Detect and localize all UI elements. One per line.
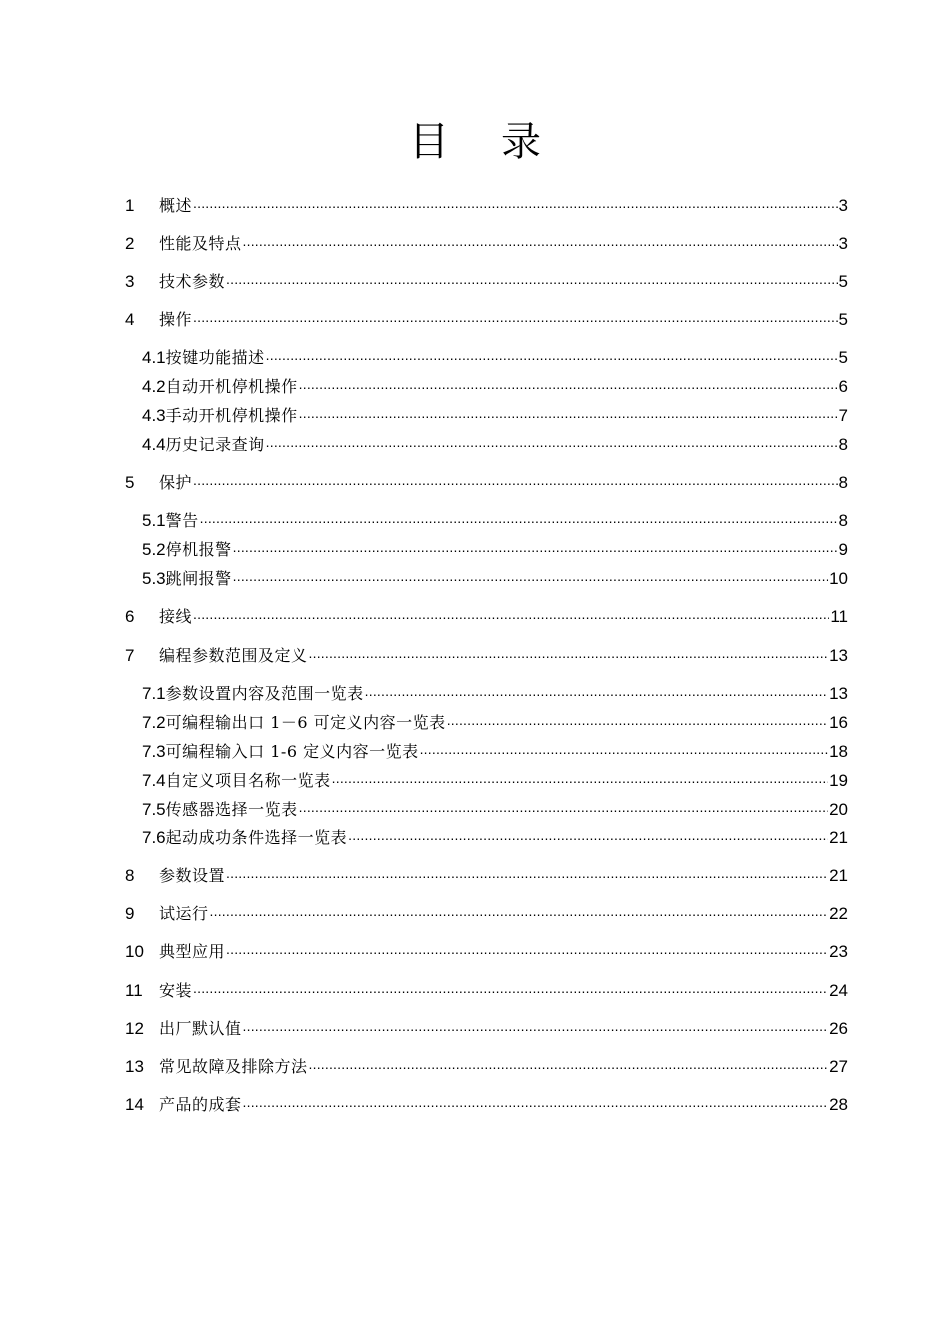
toc-entry-page: 23	[829, 942, 848, 961]
toc-entry-title: 概述	[159, 196, 193, 215]
toc-entry[interactable]	[125, 195, 848, 217]
toc-entry-title: 手动开机停机操作	[165, 406, 298, 425]
toc-entry-title: 跳闸报警	[165, 569, 232, 588]
toc-leader-dots	[332, 767, 828, 789]
toc-leader-dots	[226, 938, 828, 960]
toc-entry-page: 22	[829, 904, 848, 923]
toc-entry-page: 8	[838, 435, 848, 454]
toc-leader-dots	[266, 431, 838, 453]
toc-entry-title: 参数设置	[159, 866, 226, 885]
toc-entry-title: 参数设置内容及范围一览表	[165, 684, 364, 703]
toc-entry-number: 7.5	[142, 800, 166, 819]
toc-leader-dots	[309, 642, 829, 664]
toc-entry-page: 8	[838, 511, 848, 530]
toc-entry-title: 历史记录查询	[165, 435, 265, 454]
toc-entry[interactable]	[125, 1056, 848, 1078]
toc-entry-page: 21	[829, 866, 848, 885]
toc-subentry[interactable]	[142, 741, 848, 763]
toc-subentry[interactable]	[142, 770, 848, 792]
toc-entry-number: 10	[125, 942, 144, 961]
toc-leader-dots	[420, 738, 828, 760]
toc-entry-title: 自定义项目名称一览表	[165, 771, 331, 790]
toc-entry-number: 13	[125, 1057, 144, 1076]
toc-entry-number: 2	[125, 234, 135, 253]
toc-leader-dots	[299, 796, 828, 818]
toc-entry[interactable]	[125, 606, 848, 628]
toc-entry[interactable]	[125, 233, 848, 255]
toc-entry-number: 4	[125, 310, 135, 329]
toc-entry-page: 13	[829, 684, 848, 703]
toc-subentry[interactable]	[142, 827, 848, 849]
toc-entry-page: 16	[829, 713, 848, 732]
toc-entry-title: 可编程输出口 1－6 可定义内容一览表	[165, 713, 446, 732]
toc-entry-title: 按键功能描述	[165, 348, 265, 367]
toc-leader-dots	[299, 402, 838, 424]
toc-entry[interactable]	[125, 980, 848, 1002]
toc-leader-dots	[365, 680, 828, 702]
toc-entry-title: 保护	[159, 473, 193, 492]
toc-entry-page: 7	[838, 406, 848, 425]
toc-leader-dots	[193, 192, 838, 214]
toc-entry-page: 24	[829, 981, 848, 1000]
toc-entry[interactable]	[125, 1094, 848, 1116]
toc-entry-page: 9	[838, 540, 848, 559]
toc-entry-number: 4.1	[142, 348, 166, 367]
toc-entry-page: 28	[829, 1095, 848, 1114]
toc-leader-dots	[193, 469, 838, 491]
toc-entry-number: 4.2	[142, 377, 166, 396]
toc-entry-number: 7.4	[142, 771, 166, 790]
toc-entry-title: 起动成功条件选择一览表	[165, 828, 348, 847]
toc-entry-title: 停机报警	[165, 540, 232, 559]
toc-entry[interactable]	[125, 865, 848, 887]
toc-entry-number: 5	[125, 473, 135, 492]
toc-subentry[interactable]	[142, 376, 848, 398]
toc-entry-title: 传感器选择一览表	[165, 800, 298, 819]
toc-leader-dots	[210, 900, 829, 922]
toc-entry-title: 可编程输入口 1-6 定义内容一览表	[165, 742, 419, 761]
toc-leader-dots	[226, 268, 838, 290]
toc-title-char-2: 录	[501, 119, 541, 165]
toc-entry-title: 自动开机停机操作	[165, 377, 298, 396]
toc-leader-dots	[348, 824, 828, 846]
toc-entry[interactable]	[125, 271, 848, 293]
toc-entry-number: 5.1	[142, 511, 166, 530]
toc-entry-number: 12	[125, 1019, 144, 1038]
toc-entry-title: 产品的成套	[159, 1095, 242, 1114]
toc-entry[interactable]	[125, 309, 848, 331]
toc-entry-number: 3	[125, 272, 135, 291]
toc-entry-title: 编程参数范围及定义	[159, 646, 308, 665]
toc-entry-page: 3	[838, 196, 848, 215]
toc-subentry[interactable]	[142, 434, 848, 456]
toc-entry-number: 1	[125, 196, 135, 215]
toc-leader-dots	[200, 507, 838, 529]
toc-leader-dots	[233, 565, 828, 587]
toc-entry-title: 技术参数	[159, 272, 226, 291]
toc-entry[interactable]	[125, 645, 848, 667]
toc-subentry[interactable]	[142, 347, 848, 369]
toc-entry-number: 9	[125, 904, 135, 923]
toc-entry-number: 7.2	[142, 713, 166, 732]
toc-entry-number: 7.6	[142, 828, 166, 847]
toc-entry-number: 7	[125, 646, 135, 665]
toc-title	[0, 110, 950, 167]
toc-entry-number: 7.3	[142, 742, 166, 761]
toc-subentry[interactable]	[142, 712, 848, 734]
toc-leader-dots	[243, 230, 838, 252]
toc-entry-number: 5.2	[142, 540, 166, 559]
toc-entry-number: 5.3	[142, 569, 166, 588]
toc-entry-page: 5	[838, 310, 848, 329]
toc-entry-title: 操作	[159, 310, 193, 329]
toc-subentry[interactable]	[142, 799, 848, 821]
toc-leader-dots	[243, 1091, 829, 1113]
toc-leader-dots	[447, 709, 828, 731]
toc-subentry[interactable]	[142, 405, 848, 427]
toc-entry-title: 常见故障及排除方法	[159, 1057, 308, 1076]
toc-entry-page: 27	[829, 1057, 848, 1076]
toc-entry-page: 19	[829, 771, 848, 790]
toc-entry[interactable]	[125, 903, 848, 925]
toc-entry[interactable]	[125, 1018, 848, 1040]
toc-entry-number: 7.1	[142, 684, 166, 703]
toc-leader-dots	[233, 536, 838, 558]
toc-subentry[interactable]	[142, 510, 848, 532]
toc-entry-page: 13	[829, 646, 848, 665]
toc-subentry[interactable]	[142, 539, 848, 561]
toc-entry-title: 接线	[159, 607, 193, 626]
toc-leader-dots	[266, 344, 838, 366]
toc-entry[interactable]	[125, 472, 848, 494]
toc-leader-dots	[193, 306, 838, 328]
toc-entry-number: 6	[125, 607, 135, 626]
toc-entry-title: 警告	[165, 511, 199, 530]
toc-leader-dots	[193, 603, 829, 625]
toc-title-char-1: 目	[409, 119, 449, 165]
toc-leader-dots	[243, 1015, 829, 1037]
toc-entry-page: 26	[829, 1019, 848, 1038]
toc-leader-dots	[226, 862, 828, 884]
toc-entry-title: 试运行	[159, 904, 209, 923]
toc-entry-page: 5	[838, 348, 848, 367]
toc-entry-page: 21	[829, 828, 848, 847]
toc-subentry[interactable]	[142, 568, 848, 590]
toc-entry-number: 11	[125, 981, 143, 1000]
toc-entry[interactable]	[125, 941, 848, 963]
toc-entry-number: 4.3	[142, 406, 166, 425]
toc-entry-number: 14	[125, 1095, 144, 1114]
toc-entry-number: 4.4	[142, 435, 166, 454]
toc-entry-page: 6	[838, 377, 848, 396]
toc-entry-page: 20	[829, 800, 848, 819]
toc-entry-page: 18	[829, 742, 848, 761]
toc-entry-page: 10	[829, 569, 848, 588]
toc-entry-title: 安装	[159, 981, 193, 1000]
toc-entry-page: 3	[838, 234, 848, 253]
toc-entry-page: 8	[838, 473, 848, 492]
toc-entry-page: 11	[830, 607, 848, 626]
toc-entry-title: 性能及特点	[159, 234, 242, 253]
toc-entry-number: 8	[125, 866, 135, 885]
toc-leader-dots	[193, 977, 828, 999]
toc-leader-dots	[309, 1053, 829, 1075]
toc-entry-title: 出厂默认值	[159, 1019, 242, 1038]
toc-leader-dots	[299, 373, 838, 395]
toc-entry-page: 5	[838, 272, 848, 291]
toc-subentry[interactable]	[142, 683, 848, 705]
toc-entry-title: 典型应用	[159, 942, 226, 961]
